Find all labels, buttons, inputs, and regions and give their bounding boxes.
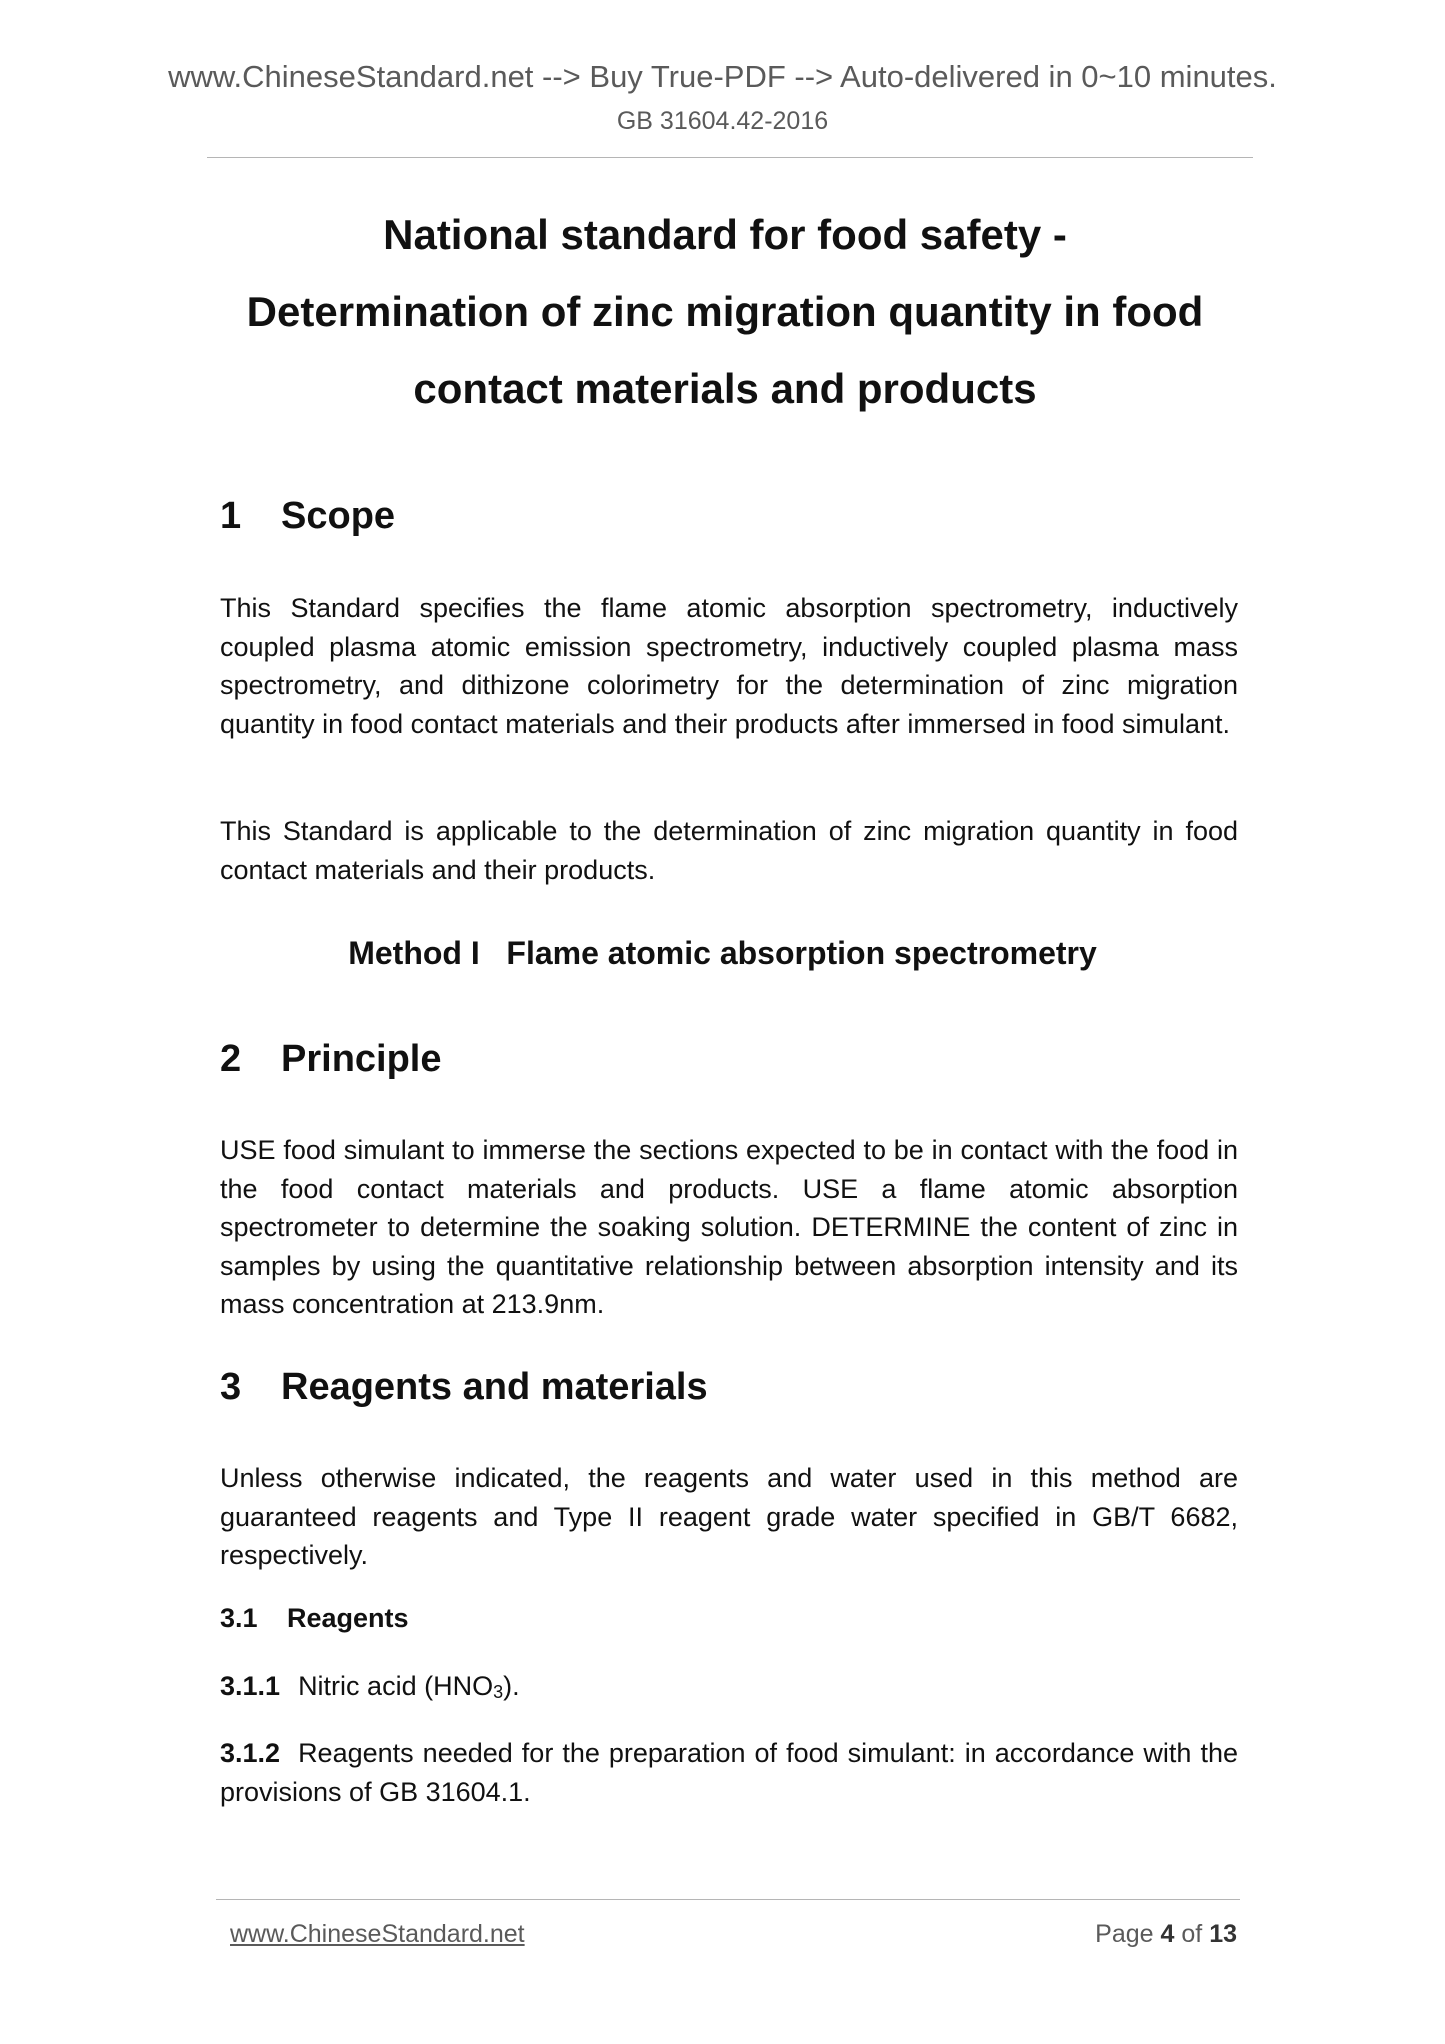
method-name: Flame atomic absorption spectrometry: [506, 935, 1097, 971]
clause-3-1-1: [220, 1667, 1238, 1712]
method-label: Method I: [348, 935, 480, 971]
section-number: 3: [220, 1366, 242, 1408]
section-heading-principle: [220, 1036, 442, 1082]
clause-text-end: ).: [503, 1671, 520, 1701]
section-title: Scope: [281, 495, 396, 537]
clause-number: 3.1.2: [220, 1738, 281, 1768]
clause-text: Reagents needed for the preparation of food simulant: in accordance with the provisions of GB 31604.1.: [220, 1738, 1238, 1807]
subsection-heading-reagents: [220, 1600, 409, 1636]
section-number: 2: [220, 1038, 242, 1080]
document-title: [180, 196, 1270, 427]
page-current: 4: [1160, 1920, 1175, 1948]
header-divider: [207, 157, 1253, 158]
promo-banner[interactable]: www.ChineseStandard.net --> Buy True-PDF --> Auto-delivered in 0~10 minutes.: [168, 59, 1277, 94]
subsection-title: Reagents: [287, 1603, 409, 1633]
page-prefix: Page: [1095, 1920, 1154, 1948]
scope-paragraph-1: This Standard specifies the flame atomic absorption spectrometry, inductively coupled plasma atomic emission spectrometry, inductively coupled plasma mass spectrometry, and dithizone colorimetry for the determination of zinc migration quantity in food contact materials and their products after immersed in food simulant.: [220, 593, 1238, 739]
page-of: of: [1181, 1920, 1203, 1948]
method-title: [0, 933, 1445, 973]
title-line-1: National standard for food safety -: [383, 211, 1067, 258]
scope-paragraph-2: This Standard is applicable to the determination of zinc migration quantity in food contact materials and their products.: [220, 816, 1238, 885]
standard-code: GB 31604.42-2016: [616, 107, 829, 135]
title-line-2: Determination of zinc migration quantity in food: [246, 288, 1204, 335]
footer-website-link[interactable]: www.ChineseStandard.net: [230, 1920, 525, 1948]
reagents-paragraph: Unless otherwise indicated, the reagents and water used in this method are guaranteed reagents and Type II reagent grade water specified in GB/T 6682, respectively.: [220, 1463, 1238, 1570]
clause-text: Nitric acid (HNO: [298, 1671, 494, 1701]
page-total: 13: [1209, 1920, 1237, 1948]
page-indicator: [1095, 1918, 1237, 1950]
title-line-3: contact materials and products: [413, 365, 1037, 412]
subscript: 3: [493, 1682, 504, 1702]
footer-divider: [216, 1899, 1240, 1900]
section-title: Reagents and materials: [281, 1366, 708, 1408]
clause-3-1-2: [220, 1734, 1238, 1811]
section-number: 1: [220, 495, 242, 537]
principle-paragraph: USE food simulant to immerse the sections expected to be in contact with the food in the food contact materials and products. USE a flame atomic absorption spectrometer to determine the soaking solution. DETERMINE the content of zinc in samples by using the quantitative relationship between absorption intensity and its mass concentration at 213.9nm.: [220, 1135, 1238, 1319]
clause-number: 3.1.1: [220, 1671, 281, 1701]
section-heading-scope: [220, 493, 395, 539]
subsection-number: 3.1: [220, 1603, 258, 1633]
section-heading-reagents: [220, 1364, 708, 1410]
section-title: Principle: [281, 1038, 442, 1080]
